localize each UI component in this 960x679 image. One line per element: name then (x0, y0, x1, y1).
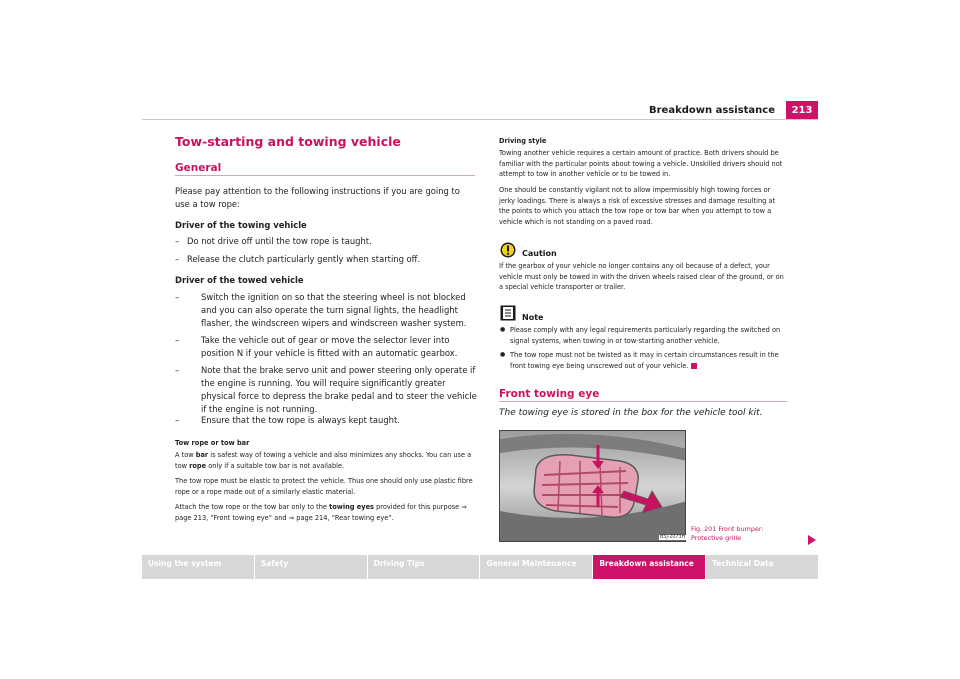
driving-style-heading: Driving style (499, 137, 547, 145)
note-item-wrap (499, 336, 787, 347)
running-header-section: Breakdown assistance (649, 105, 775, 116)
list-item: Ensure that the tow rope is always kept taught. (201, 415, 400, 425)
bumper-illustration (500, 431, 686, 542)
list-dash: – (175, 415, 180, 425)
figure-code: B5J-2073H (660, 535, 686, 540)
front-eye-lead-text: The towing eye is stored in the box for the vehicle tool kit. (499, 408, 763, 418)
figure-caption: Fig. 201 Front bumper: Protective grille (691, 525, 764, 542)
page-number-badge: 213 (786, 101, 818, 120)
tab-general-maintenance[interactable]: General Maintenance (480, 555, 592, 579)
section-end-marker (691, 363, 697, 369)
list-item: Note that the brake servo unit and power steering only operate if the engine is running. You will require significantly greater physical force to depress the brake pedal and to steer the vehicle if the engine is not running. (201, 365, 477, 414)
driving-style-paragraph-2: One should be constantly vigilant not to allow impermissibly high towing forces or jerky loadings. There is always a risk of excessive stresses and damage resulting at the points to which you attach the tow rope or tow bar when you attempt to tow a vehicle which is not standing on a paved road. (499, 186, 776, 226)
note-item: Please comply with any legal requirements particularly regarding the switched on signal systems, when towing in or tow-starting another vehicle. (510, 326, 781, 345)
caution-text: If the gearbox of your vehicle no longer contains any oil because of a defect, your vehicle must only be towed in with the driven wheels raised clear of the ground, or on a special vehicle transporter or trailer. (499, 262, 784, 291)
bullet-marker: ● (500, 351, 506, 358)
tab-driving-tips[interactable]: Driving Tips (368, 555, 480, 579)
towing-driver-heading: Driver of the towing vehicle (175, 220, 307, 230)
list-dash: – (175, 236, 180, 246)
list-item: Switch the ignition on so that the steering wheel is not blocked and you can also operate the turn signal lights, the headlight flasher, the windscreen wipers and windscreen washer system. (201, 292, 467, 328)
intro-paragraph: Please pay attention to the following instructions if you are going to use a tow rope: (175, 186, 460, 209)
towrope-paragraph-3: Attach the tow rope or the tow bar only to the towing eyes provided for this purpose ⇒ page 213, “Front towing eye” and ⇒ page 214, “Rear towing eye”. (175, 503, 467, 522)
towrope-heading: Tow rope or tow bar (175, 439, 250, 447)
caution-icon (500, 242, 516, 258)
section-divider (499, 401, 787, 402)
list-dash: – (175, 292, 180, 302)
tab-breakdown-assistance[interactable]: Breakdown assistance (593, 555, 705, 579)
next-page-arrow-icon[interactable] (808, 535, 816, 545)
tab-technical-data[interactable]: Technical Data (706, 555, 818, 579)
section-divider (175, 175, 475, 176)
towrope-paragraph-2: The tow rope must be elastic to protect the vehicle. Thus one should only use plastic fibre rope or a rope made out of a similarly elastic material. (175, 477, 473, 496)
list-item: Take the vehicle out of gear or move the selector lever into position N if your vehicle is fitted with an automatic gearbox. (201, 335, 458, 358)
page-title: Tow-starting and towing vehicle (175, 134, 401, 149)
list-item: Release the clutch particularly gently when starting off. (187, 254, 421, 264)
bumper-grille-figure (499, 430, 686, 542)
header-divider (142, 119, 818, 120)
driving-style-paragraph-1: Towing another vehicle requires a certain amount of practice. Both drivers should be familiar with the particular points about towing a vehicle. Unskilled drivers should not attempt to tow in another vehicle or to be towed in. (499, 149, 783, 178)
caution-title: Caution (522, 249, 557, 258)
note-title: Note (522, 313, 544, 322)
list-dash: – (175, 365, 180, 375)
tab-using-the-system[interactable]: Using the system (142, 555, 254, 579)
note-icon (500, 305, 516, 321)
bullet-marker: ● (500, 326, 506, 333)
list-item: Do not drive off until the tow rope is taught. (187, 236, 372, 246)
list-dash: – (175, 335, 180, 345)
note-item: The tow rope must not be twisted as it may in certain circumstances result in the front towing eye being unscrewed out of your vehicle. (510, 351, 779, 370)
section-heading-front-towing-eye: Front towing eye (499, 388, 600, 400)
chapter-navigation (142, 555, 818, 579)
tab-safety[interactable]: Safety (255, 555, 367, 579)
towed-driver-heading: Driver of the towed vehicle (175, 275, 304, 285)
towrope-paragraph-1: A tow bar is safest way of towing a vehicle and also minimizes any shocks. You can use a tow rope only if a suitable tow bar is not available. (175, 451, 472, 470)
section-heading-general: General (175, 162, 222, 174)
list-dash: – (175, 254, 180, 264)
